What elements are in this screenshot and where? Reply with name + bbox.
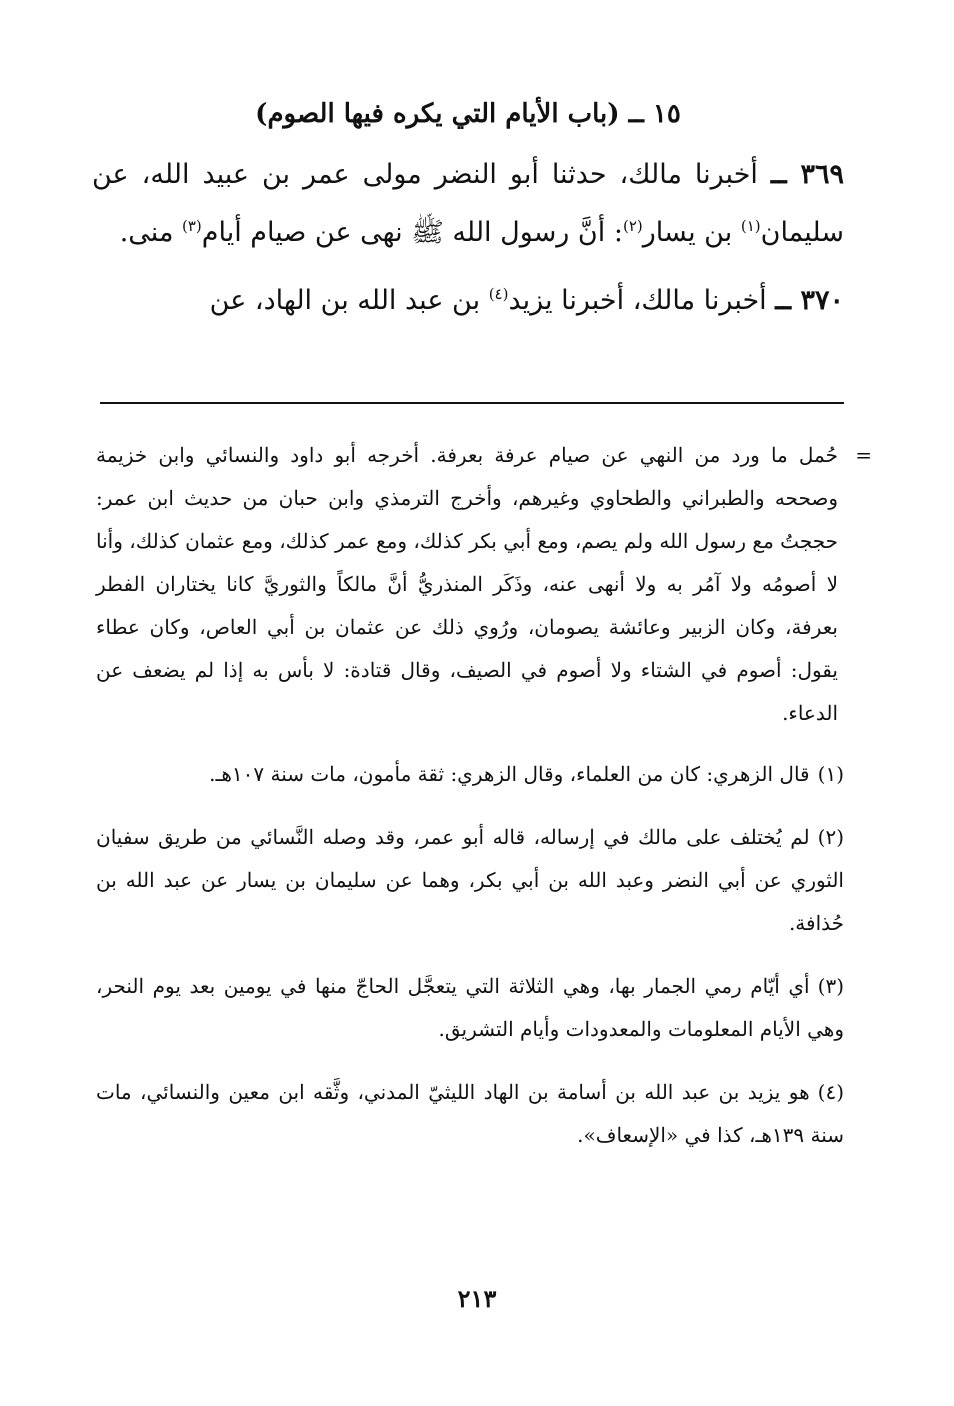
hadith-text: منى. (119, 217, 182, 248)
chapter-title: ١٥ ــ (باب الأيام التي يكره فيها الصوم) (255, 99, 681, 129)
hadith-text: بن يسار (642, 217, 741, 248)
footnote-ref-1[interactable]: (١) (740, 217, 761, 235)
footnote-number: (١) (817, 762, 844, 786)
hadith-370 (92, 272, 844, 330)
footnote-text: أي أيّام رمي الجمار بها، وهي الثلاثة التي يتعجَّل الحاجّ منها في يومين بعد يوم النحر، وهي الأيام المعلومات والمعدودات وأيام التشريق. (96, 974, 844, 1041)
footnote-ref-3[interactable]: (٣) (181, 217, 202, 235)
footnote-4 (96, 1071, 844, 1157)
hadith-text: : أنَّ رسول الله ﷺ نهى عن صيام أيام (201, 217, 623, 248)
footnote-number: (٤) (817, 1080, 844, 1104)
continuation-marker: = (855, 443, 872, 467)
main-text (92, 92, 844, 330)
footnotes-section (96, 434, 872, 1177)
page-number: ٢١٣ (457, 1284, 497, 1313)
footnote-divider (100, 402, 844, 404)
hadith-369 (92, 146, 844, 262)
footnote-1 (96, 753, 844, 796)
hadith-text: أخبرنا مالك، حدثنا أبو النضر مولى عمر بن عبيد الله، عن سليمان (92, 159, 844, 248)
footnote-number: (٢) (817, 825, 844, 849)
continuation-text: حُمل ما ورد من النهي عن صيام عرفة بعرفة. أخرجه أبو داود والنسائي وابن خزيمة وصححه والطبراني والطحاوي وغيرهم، وأخرج الترمذي وابن حبان من حديث ابن عمر: حججتُ مع رسول الله ولم يصم، ومع أبي بكر كذلك، ومع عمر كذلك، ومع عثمان كذلك، وأنا لا أصومُه ولا آمُر به ولا أنهى عنه، وذَكَر المنذريُّ أنَّ مالكاً والثوريَّ كانا يختاران الفطر بعرفة، وكان الزبير وعائشة يصومان، ورُوي ذلك عن عثمان بن أبي العاص، وكان عطاء يقول: أصوم في الشتاء ولا أصوم في الصيف، وقال قتادة: لا بأس به إذا لم يضعف عن الدعاء. (96, 443, 838, 725)
footnote-ref-2[interactable]: (٢) (622, 217, 643, 235)
footnote-ref-4[interactable]: (٤) (488, 285, 509, 303)
footnote-continuation (96, 434, 872, 735)
hadith-number: ٣٧٠ ــ (775, 285, 844, 316)
hadith-text: بن عبد الله بن الهاد، عن (209, 285, 489, 316)
hadith-text: أخبرنا مالك، أخبرنا يزيد (508, 285, 767, 316)
footnote-text: لم يُختلف على مالك في إرساله، قاله أبو عمر، وقد وصله النَّسائي من طريق سفيان الثوري عن أبي النضر وعبد الله بن أبي بكر، وهما عن سليمان بن يسار عن عبد الله بن حُذافة. (96, 825, 844, 935)
footnote-text: هو يزيد بن عبد الله بن أسامة بن الهاد الليثيّ المدني، وثَّقه ابن معين والنسائي، مات سنة ١٣٩هـ، كذا في «الإسعاف». (96, 1080, 844, 1147)
footnote-3 (96, 965, 844, 1051)
footnote-2 (96, 816, 844, 945)
footnote-text: قال الزهري: كان من العلماء، وقال الزهري: ثقة مأمون، مات سنة ١٠٧هـ. (209, 762, 810, 786)
footnote-number: (٣) (817, 974, 844, 998)
hadith-number: ٣٦٩ ــ (770, 159, 844, 190)
